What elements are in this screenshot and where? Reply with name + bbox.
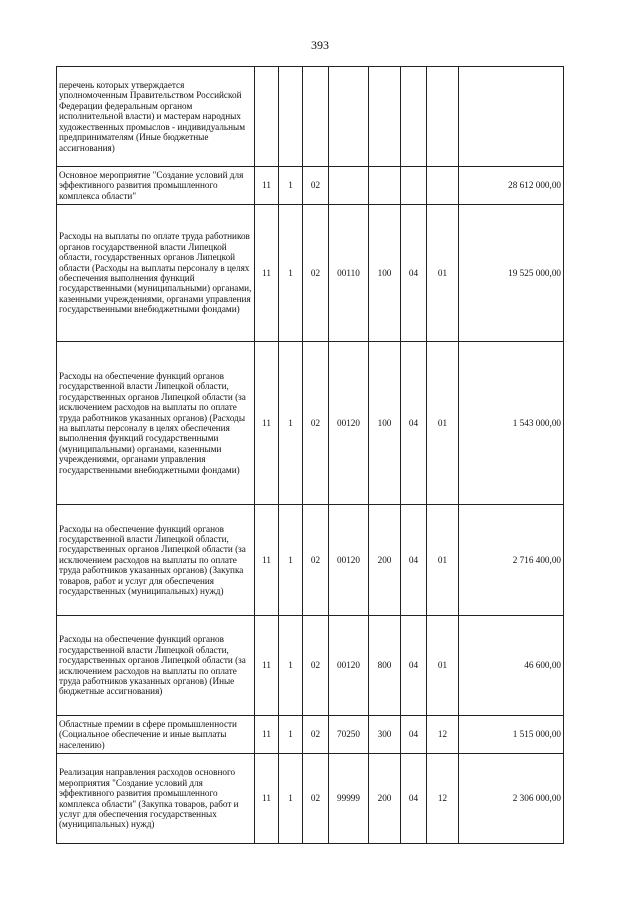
cell-subprogram: 1 xyxy=(279,205,303,342)
cell-main-measure: 02 xyxy=(303,716,329,754)
cell-description: Реализация направления расходов основного мероприятия "Создание условий для эффективного развития промышленного комплекса области" (Закупка товаров, работ и услуг для обеспечения государственных (муниципальных) нужд) xyxy=(57,754,255,844)
table-row xyxy=(57,67,564,167)
cell-amount: 46 600,00 xyxy=(459,616,564,716)
cell-direction: 70250 xyxy=(329,716,369,754)
cell-expense-type: 100 xyxy=(369,205,401,342)
cell-direction: 99999 xyxy=(329,754,369,844)
cell-amount: 19 525 000,00 xyxy=(459,205,564,342)
cell-direction xyxy=(329,67,369,167)
cell-program: 11 xyxy=(255,716,279,754)
cell-amount: 1 543 000,00 xyxy=(459,342,564,505)
cell-section xyxy=(401,167,427,205)
cell-amount: 28 612 000,00 xyxy=(459,167,564,205)
cell-description: Расходы на обеспечение функций органов государственной власти Липецкой области, государственных органов Липецкой области (за исключением расходов на выплаты по оплате труда работников указанных органов) (Закупка товаров, работ и услуг для обеспечения государственных (муниципальных) нужд) xyxy=(57,505,255,616)
cell-main-measure: 02 xyxy=(303,754,329,844)
cell-subprogram: 1 xyxy=(279,167,303,205)
cell-section: 04 xyxy=(401,205,427,342)
cell-subprogram: 1 xyxy=(279,754,303,844)
cell-subsection: 12 xyxy=(427,754,459,844)
cell-program: 11 xyxy=(255,167,279,205)
cell-subprogram: 1 xyxy=(279,616,303,716)
table-row xyxy=(57,716,564,754)
cell-amount: 1 515 000,00 xyxy=(459,716,564,754)
cell-direction: 00110 xyxy=(329,205,369,342)
table-row xyxy=(57,505,564,616)
cell-description: Основное мероприятие "Создание условий для эффективного развития промышленного комплекса области" xyxy=(57,167,255,205)
cell-section xyxy=(401,67,427,167)
cell-expense-type: 800 xyxy=(369,616,401,716)
cell-expense-type: 300 xyxy=(369,716,401,754)
cell-description: Расходы на обеспечение функций органов государственной власти Липецкой области, государственных органов Липецкой области (за исключением расходов на выплаты по оплате труда работников указанных органов) (Иные бюджетные ассигнования) xyxy=(57,616,255,716)
cell-expense-type: 200 xyxy=(369,754,401,844)
cell-expense-type: 200 xyxy=(369,505,401,616)
cell-description: перечень которых утверждается уполномоченным Правительством Российской Федерации федеральным органом исполнительной власти) и мастерам народных художественных промыслов - индивидуальным предпринимателям (Иные бюджетные ассигнования) xyxy=(57,67,255,167)
cell-main-measure xyxy=(303,67,329,167)
cell-program: 11 xyxy=(255,505,279,616)
cell-subprogram: 1 xyxy=(279,716,303,754)
cell-expense-type xyxy=(369,67,401,167)
cell-description: Областные премии в сфере промышленности (Социальное обеспечение и иные выплаты населению) xyxy=(57,716,255,754)
cell-main-measure: 02 xyxy=(303,205,329,342)
cell-section: 04 xyxy=(401,716,427,754)
cell-program xyxy=(255,67,279,167)
cell-amount: 2 716 400,00 xyxy=(459,505,564,616)
cell-program: 11 xyxy=(255,616,279,716)
table-row xyxy=(57,616,564,716)
cell-program: 11 xyxy=(255,205,279,342)
cell-subsection xyxy=(427,67,459,167)
cell-subsection: 01 xyxy=(427,342,459,505)
cell-subsection: 12 xyxy=(427,716,459,754)
cell-direction xyxy=(329,167,369,205)
cell-amount xyxy=(459,67,564,167)
cell-subsection: 01 xyxy=(427,505,459,616)
cell-subprogram: 1 xyxy=(279,342,303,505)
cell-direction: 00120 xyxy=(329,616,369,716)
cell-main-measure: 02 xyxy=(303,616,329,716)
cell-section: 04 xyxy=(401,754,427,844)
cell-direction: 00120 xyxy=(329,342,369,505)
cell-expense-type xyxy=(369,167,401,205)
cell-amount: 2 306 000,00 xyxy=(459,754,564,844)
cell-subprogram xyxy=(279,67,303,167)
cell-subsection: 01 xyxy=(427,616,459,716)
cell-description: Расходы на обеспечение функций органов государственной власти Липецкой области, государственных органов Липецкой области (за исключением расходов на выплаты по оплате труда работников указанных органов) (Расходы на выплаты персоналу в целях обеспечения выполнения функций государственными (муниципальными) органами, казенными учреждениями, органами управления государственными внебюджетными фондами) xyxy=(57,342,255,505)
budget-table xyxy=(56,66,564,844)
cell-section: 04 xyxy=(401,616,427,716)
cell-main-measure: 02 xyxy=(303,342,329,505)
cell-main-measure: 02 xyxy=(303,167,329,205)
cell-subprogram: 1 xyxy=(279,505,303,616)
cell-main-measure: 02 xyxy=(303,505,329,616)
cell-description: Расходы на выплаты по оплате труда работников органов государственной власти Липецкой области, государственных органов Липецкой области (Расходы на выплаты персоналу в целях обеспечения выполнения функций государственными (муниципальными) органами, казенными учреждениями, органами управления государственными внебюджетными фондами) xyxy=(57,205,255,342)
table-row xyxy=(57,754,564,844)
cell-expense-type: 100 xyxy=(369,342,401,505)
table-row xyxy=(57,205,564,342)
cell-subsection: 01 xyxy=(427,205,459,342)
cell-program: 11 xyxy=(255,342,279,505)
table-row xyxy=(57,342,564,505)
cell-section: 04 xyxy=(401,505,427,616)
page-number: 393 xyxy=(311,38,329,52)
cell-subsection xyxy=(427,167,459,205)
cell-program: 11 xyxy=(255,754,279,844)
cell-direction: 00120 xyxy=(329,505,369,616)
table-row xyxy=(57,167,564,205)
cell-section: 04 xyxy=(401,342,427,505)
